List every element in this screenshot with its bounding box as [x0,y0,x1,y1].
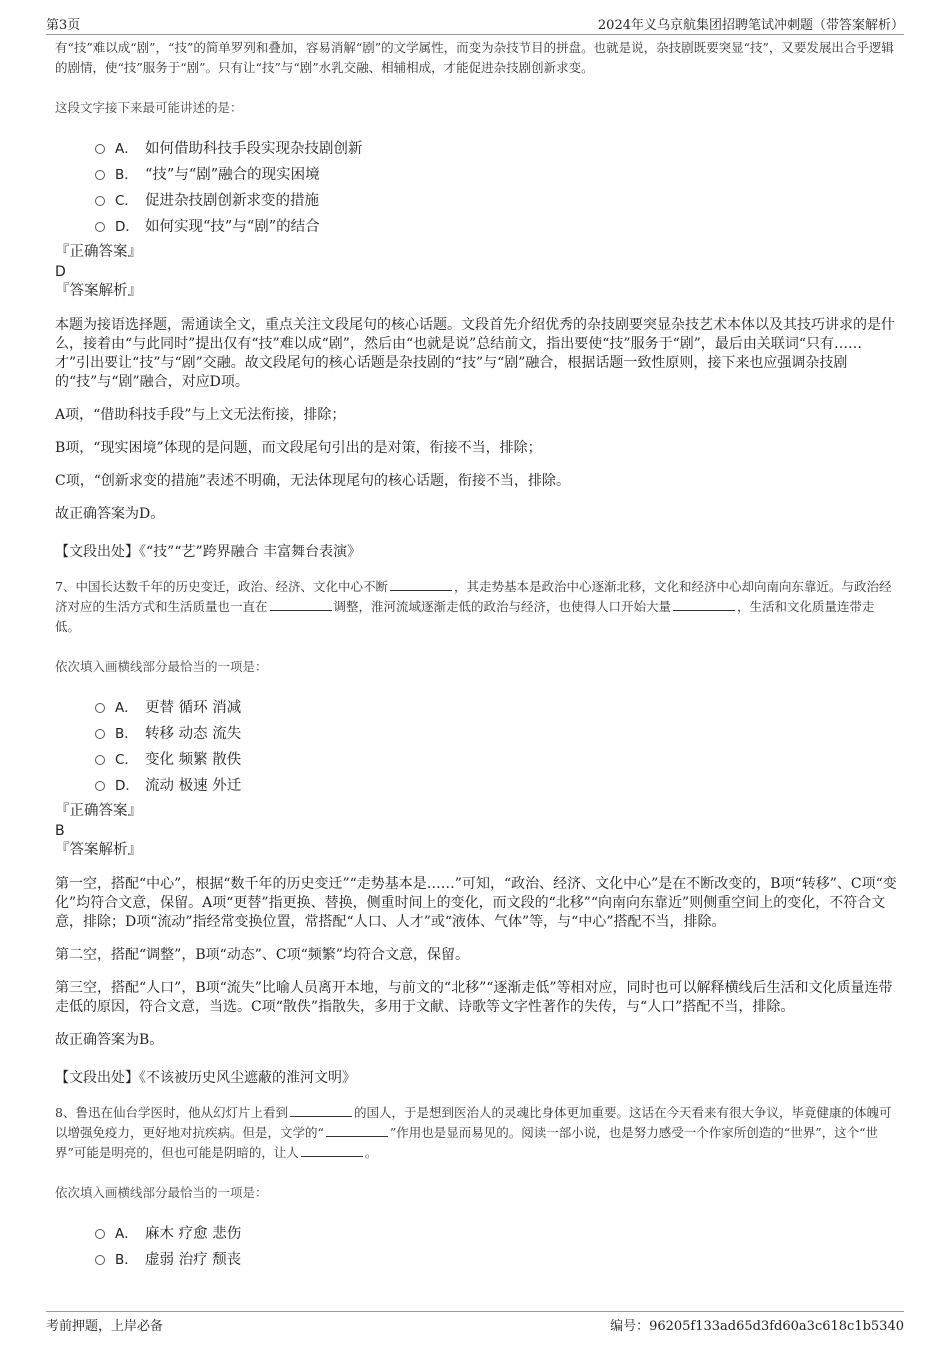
option-text: 虚弱 治疗 颓丧 [145,1251,242,1268]
radio-icon[interactable] [95,170,105,180]
radio-icon[interactable] [95,703,105,713]
q7-option-b[interactable] [95,719,897,745]
q6-source: 【文段出处】《“技”“艺”跨界融合 丰富舞台表演》 [55,544,362,560]
q7-option-c[interactable] [95,745,897,771]
option-text: “技”与“剧”融合的现实困境 [145,166,320,183]
q6-option-a[interactable] [95,134,897,160]
q7-explanation-3: 第三空，搭配“人口”，B项“流失”比喻人员离开本地，与前文的“北移”“逐渐走低”等相对应，同时也可以解释横线后生活和文化质量连带走低的原因，符合文意，当选。C项“散佚”指散失，多用于文献、诗歌等文字性著作的失传，与“人口”搭配不当，排除。 [55,980,893,1015]
q6-options [95,134,897,238]
q7-stem-part: 7、中国长达数千年的历史变迁，政治、经济、文化中心不断 [55,579,388,594]
q7-option-a[interactable] [95,693,897,719]
q6-prompt: 这段文字接下来最可能讲述的是： [55,100,243,115]
q6-option-c[interactable] [95,186,897,212]
option-text: 流动 极速 外迁 [145,777,242,794]
q7-stem-part: 调整，淮河流域逐渐走低的政治与经济，也使得人口开始大量 [333,599,672,614]
option-letter: A． [115,141,138,157]
option-letter: A． [115,1226,138,1242]
document-id: 编号：96205f133ad65d3fd60a3c618c1b5340 [610,1319,904,1334]
q6-option-d[interactable] [95,212,897,238]
q7-stem [55,577,897,637]
q7-stem-part: ，其走势基本是政治中心逐渐北移，文化和经济中心却向南向东靠近。与政治经济对应的生活方式和生活质量也一直在 [55,579,892,614]
q7-options [95,693,897,797]
option-text: 麻木 疗愈 悲伤 [145,1225,242,1242]
option-text: 如何借助科技手段实现杂技剧创新 [145,140,363,157]
q7-answer-label: 『正确答案』 [55,803,142,819]
q8-stem-part: ”作用也是显而易见的。阅读一部小说，也是努力感受一个作家所创造的“世界”，这个“世界”可能是明亮的，但也可能是阴暗的，让人 [55,1125,878,1160]
q8-blank-2 [326,1124,388,1137]
q7-explanation-2: 第二空，搭配“调整”，B项“动态”、C项“频繁”均符合文意，保留。 [55,947,469,963]
q6-explanation-2: A项，“借助科技手段”与上文无法衔接，排除； [55,407,346,423]
q6-option-b[interactable] [95,160,897,186]
q7-blank-2 [270,598,332,611]
option-letter: D． [115,778,139,794]
q8-stem-part: 的国人，于是想到医治人的灵魂比身体更加重要。这话在今天看来有很大争议，毕竟健康的体魄可以增强免疫力，更好地对抗疾病。但是，文学的“ [55,1105,892,1140]
page-footer [46,1311,904,1334]
q7-answer: B [55,823,65,839]
option-letter: B． [115,1252,138,1268]
q8-blank-1 [290,1104,352,1117]
option-letter: A． [115,700,138,716]
q8-option-a[interactable] [95,1219,897,1245]
q8-blank-3 [301,1144,363,1157]
page-number: 第3页 [46,18,81,33]
option-letter: D． [115,219,139,235]
option-letter: C． [115,193,138,209]
page-header [46,12,904,35]
q7-prompt: 依次填入画横线部分最恰当的一项是： [55,659,268,674]
q6-answer-label: 『正确答案』 [55,244,142,260]
q7-option-d[interactable] [95,771,897,797]
radio-icon[interactable] [95,781,105,791]
option-letter: B． [115,726,138,742]
radio-icon[interactable] [95,729,105,739]
q7-blank-1 [390,578,452,591]
q6-explanation-5: 故正确答案为D。 [55,506,165,522]
option-text: 促进杂技剧创新求变的措施 [145,192,319,209]
q7-blank-3 [673,598,735,611]
q6-passage-tail: 有“技”难以成“剧”，“技”的简单罗列和叠加，容易消解“剧”的文学属性，而变为杂技节目的拼盘。也就是说，杂技剧既要突显“技”，又要发展出合乎逻辑的剧情，使“技”服务于“剧”。只有让“技”与“剧”水乳交融、相辅相成，才能促进杂技剧创新求变。 [55,40,894,75]
option-text: 转移 动态 流失 [145,725,242,742]
radio-icon[interactable] [95,1229,105,1239]
q7-explanation-1: 第一空，搭配“中心”，根据“数千年的历史变迁”“走势基本是……”可知，“政治、经济、文化中心”是在不断改变的，B项“转移”、C项“变化”均符合文意，保留。A项“更替”指更换、替换，侧重时间上的变化，而文段的“北移”“向南向东靠近”则侧重空间上的变化，不符合文意，排除；D项“流动”指经常变换位置，常搭配“人口、人才”或“液体、气体”等，与“中心”搭配不当，排除。 [55,876,897,930]
option-text: 更替 循环 消减 [145,699,242,716]
q8-stem [55,1103,897,1163]
radio-icon[interactable] [95,1255,105,1265]
option-text: 变化 频繁 散佚 [145,751,242,768]
q8-prompt: 依次填入画横线部分最恰当的一项是： [55,1185,268,1200]
option-text: 如何实现“技”与“剧”的结合 [145,218,320,235]
footer-slogan: 考前押题，上岸必备 [46,1319,164,1334]
q8-stem-part: 。 [364,1145,378,1160]
radio-icon[interactable] [95,196,105,206]
q6-answer: D [55,264,66,280]
page-content [55,38,897,1271]
q6-explanation-3: B项，“现实困境”体现的是问题，而文段尾句引出的是对策，衔接不当，排除； [55,440,542,456]
radio-icon[interactable] [95,222,105,232]
q6-explanation-4: C项，“创新求变的措施”表述不明确，无法体现尾句的核心话题，衔接不当，排除。 [55,473,571,489]
q7-explanation-4: 故正确答案为B。 [55,1032,164,1048]
option-letter: C． [115,752,138,768]
q6-analysis-label: 『答案解析』 [55,283,142,299]
q8-options [95,1219,897,1271]
q7-stem-part: ，生活和文化质量连带走低。 [55,599,875,634]
option-letter: B． [115,167,138,183]
q6-explanation-1: 本题为接语选择题，需通读全文，重点关注文段尾句的核心话题。文段首先介绍优秀的杂技剧要突显杂技艺术本体以及其技巧讲求的是什么，接着由“与此同时”提出仅有“技”难以成“剧”，然后由“也就是说”总结前文，指出要使“技”服务于“剧”，最后由关联词“只有……才”引出要让“技”与“剧”交融。故文段尾句的核心话题是杂技剧的“技”与“剧”融合，根据话题一致性原则，接下来也应强调杂技剧的“技”与“剧”融合，对应D项。 [55,317,895,390]
q8-stem-part: 8、鲁迅在仙台学医时，他从幻灯片上看到 [55,1105,288,1120]
q7-source: 【文段出处】《不该被历史风尘遮蔽的淮河文明》 [55,1070,356,1086]
document-title: 2024年义乌京航集团招聘笔试冲刺题（带答案解析） [597,18,904,33]
radio-icon[interactable] [95,755,105,765]
radio-icon[interactable] [95,144,105,154]
q7-analysis-label: 『答案解析』 [55,842,142,858]
q8-option-b[interactable] [95,1245,897,1271]
